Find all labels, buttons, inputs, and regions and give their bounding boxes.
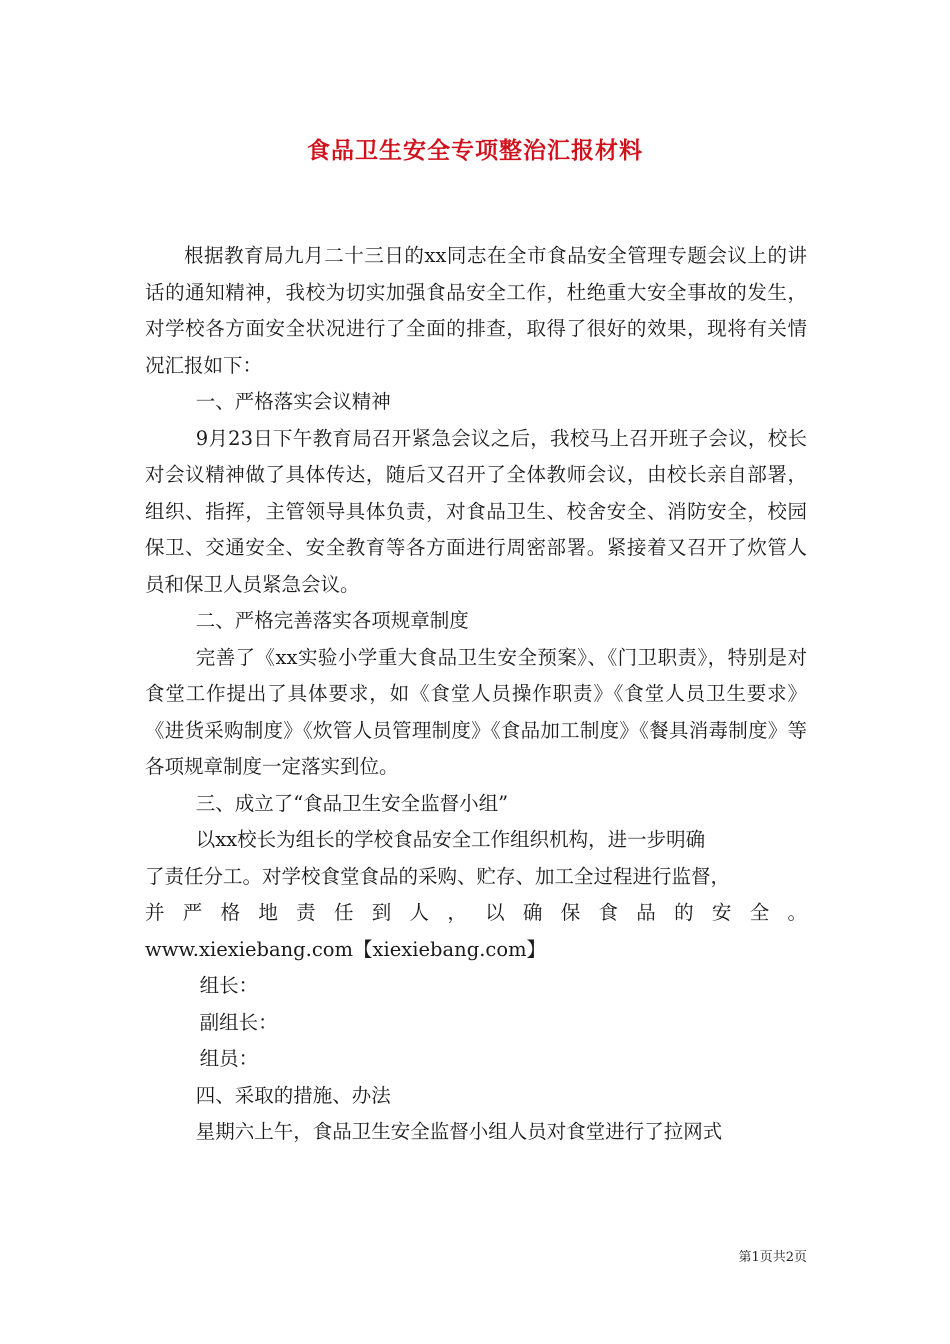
page-indicator: 第1页共2页 [738,1250,807,1265]
group-leader-label: 组长： [199,974,259,997]
deputy-leader-label: 副组长： [199,1010,278,1034]
section3-paragraph-line-2: 了责任分工。对学校食堂食品的采购、贮存、加工全过程进行监督， [145,864,731,888]
section4-paragraph: 星期六上午，食品卫生安全监督小组人员对食堂进行了拉网式 [195,1120,723,1143]
member-label: 组员： [199,1047,259,1070]
section1-paragraph: 9月23日下午教育局召开紧急会议之后，我校马上召开班子会议，校长对会议精神做了具体传达，随后又召开了全体教师会议，由校长亲自部署，组织、指挥，主管领导具体负责，对食品卫生、校舍安全、消防安全，校园保卫、交通安全、安全教育等各方面进行周密部署。紧接着又召开了炊管人员和保卫人员紧急会议。 [145,426,807,596]
document-body [145,238,807,1151]
section4-heading: 四、采取的措施、办法 [195,1083,391,1107]
section3-heading: 三、成立了“食品卫生安全监督小组” [195,791,509,815]
intro-paragraph: 根据教育局九月二十三日的xx同志在全市食品安全管理专题会议上的讲话的通知精神，我校为切实加强食品安全工作，杜绝重大安全事故的发生，对学校各方面安全状况进行了全面的排查，取得了很好的效果，现将有关情况汇报如下： [145,244,807,377]
section3-url-line: www.xiexiebang.com【xiexiebang.com】 [145,937,547,961]
section2-paragraph: 完善了《xx实验小学重大食品卫生安全预案》、《门卫职责》，特别是对食堂工作提出了具体要求，如《食堂人员操作职责》《食堂人员卫生要求》《进货采购制度》《炊管人员管理制度》《食品加工制度》《餐具消毒制度》等各项规章制度一定落实到位。 [145,645,807,778]
section1-heading: 一、严格落实会议精神 [195,390,391,413]
section2-heading: 二、严格完善落实各项规章制度 [195,609,469,632]
section3-spread-line: 并严格地责任到人，以确保食品的安全。 [145,901,807,924]
document-title: 食品卫生安全专项整治汇报材料 [307,137,643,164]
section3-paragraph-line-1: 以xx校长为组长的学校食品安全工作组织机构，进一步明确 [195,828,706,851]
